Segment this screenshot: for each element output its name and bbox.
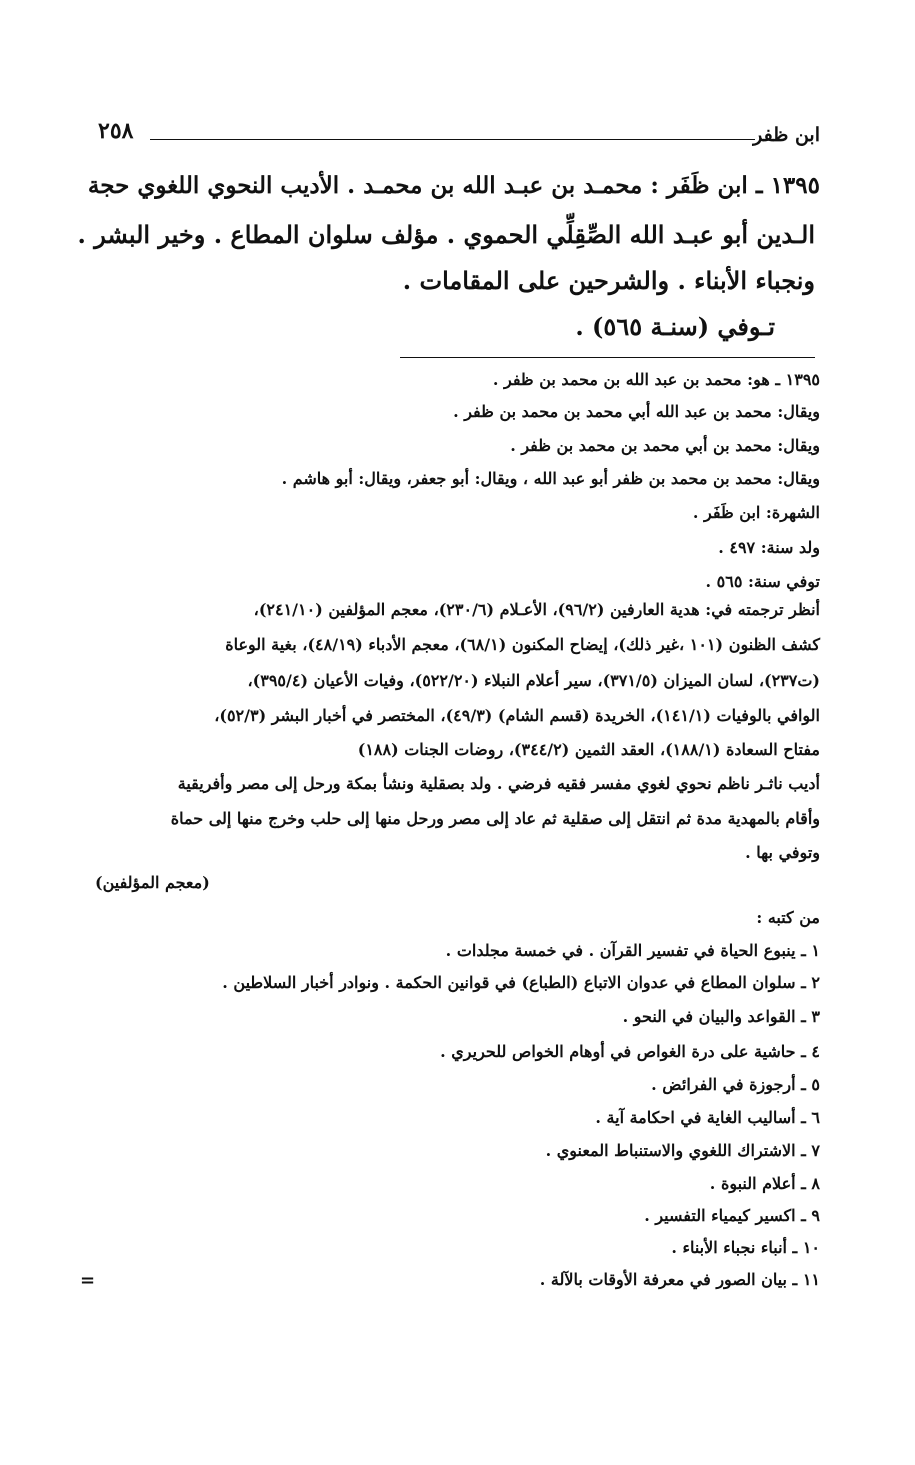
list-item: ١ ـ ينبوع الحياة في تفسير القرآن . في خمسة مجلدات . <box>445 941 820 960</box>
list-item: ٩ ـ اكسير كيمياء التفسير . <box>644 1206 820 1225</box>
footnote-line: توفي سنة: ٥٦٥ . <box>705 572 820 591</box>
footnote-line: الشهرة: ابن ظَفَر . <box>692 503 820 522</box>
list-item: ٢ ـ سلوان المطاع في عدوان الاتباع (الطباع) في قوانين الحكمة . ونوادر أخبار السلاطين . <box>222 973 820 992</box>
list-item: ١٠ ـ أنباء نجباء الأبناء . <box>671 1238 820 1257</box>
books-heading: من كتبه : <box>756 908 820 927</box>
list-item: ٧ ـ الاشتراك اللغوي والاستنباط المعنوي . <box>545 1141 820 1160</box>
list-item: ١١ ـ بيان الصور في معرفة الأوقات بالآلة . <box>539 1270 820 1289</box>
entry-line: ١٣٩٥ ـ ابن ظَفَر : محمـد بن عبـد الله بن محمـد . الأديب النحوي اللغوي حجة <box>87 172 820 199</box>
header-rule <box>150 139 755 140</box>
sources-line: الوافي بالوفيات (١٤١/١)، الخريدة (قسم الشام) (٤٩/٣)، المختصر في أخبار البشر (٥٢/٣)، <box>214 706 820 725</box>
entry-line: ونجباء الأبناء . والشرحين على المقامات . <box>402 266 815 295</box>
margin-mark: = <box>80 1270 96 1291</box>
footnote-line: ويقال: محمد بن محمد بن ظفر أبو عبد الله ، ويقال: أبو جعفر، ويقال: أبو هاشم . <box>281 469 820 488</box>
bio-source: (معجم المؤلفين) <box>95 873 210 892</box>
entry-line: الـدين أبو عبـد الله الصِّقِلِّي الحموي . مؤلف سلوان المطاع . وخير البشر . <box>77 220 815 249</box>
list-item: ٦ ـ أساليب الغاية في احكامة آية . <box>595 1108 820 1127</box>
sources-line: (ت٢٣٧)، لسان الميزان (٣٧١/٥)، سير أعلام النبلاء (٥٢٢/٢٠)، وفيات الأعيان (٣٩٥/٤)، <box>247 671 820 690</box>
bio-line: وأقام بالمهدية مدة ثم انتقل إلى صقلية ثم عاد إلى مصر ورحل منها إلى حلب وخرج منها إلى حماة <box>170 809 820 828</box>
bio-line: وتوفي بها . <box>745 843 820 862</box>
list-item: ٣ ـ القواعد والبيان في النحو . <box>622 1007 820 1026</box>
bio-line: أديب ناثـر ناظم نحوي لغوي مفسر فقيه فرضي . ولد بصقلية ونشأ بمكة ورحل إلى مصر وأفريقية <box>177 774 820 793</box>
footnote-rule <box>400 357 815 358</box>
footnote-line: ١٣٩٥ ـ هو: محمد بن عبد الله بن محمد بن ظفر . <box>492 370 820 389</box>
list-item: ٨ ـ أعلام النبوة . <box>709 1174 820 1193</box>
running-head: ابن ظفر <box>753 124 820 146</box>
list-item: ٥ ـ أرجوزة في الفرائض . <box>651 1075 820 1094</box>
sources-line: مفتاح السعادة (١٨٨/١)، العقد الثمين (٣٤٤/٢)، روضات الجنات (١٨٨) <box>357 740 820 759</box>
footnote-line: ولد سنة: ٤٩٧ . <box>718 538 820 557</box>
list-item: ٤ ـ حاشية على درة الغواص في أوهام الخواص للحريري . <box>440 1042 820 1061</box>
footnote-line: ويقال: محمد بن أبي محمد بن محمد بن ظفر . <box>510 436 820 455</box>
entry-line: تـوفي (سنـة ٥٦٥) . <box>575 312 775 341</box>
footnote-line: ويقال: محمد بن عبد الله أبي محمد بن محمد بن ظفر . <box>453 402 820 421</box>
sources-line: أنظر ترجمته في: هدية العارفين (٩٦/٢)، الأعـلام (٢٣٠/٦)، معجم المؤلفين (٢٤١/١٠)، <box>253 600 820 619</box>
sources-line: كشف الظنون (١٠١ ،غير ذلك)، إيضاح المكنون (٦٨/١)، معجم الأدباء (٤٨/١٩)، بغية الوعاة <box>225 635 820 654</box>
page-number: ٢٥٨ <box>98 118 134 144</box>
